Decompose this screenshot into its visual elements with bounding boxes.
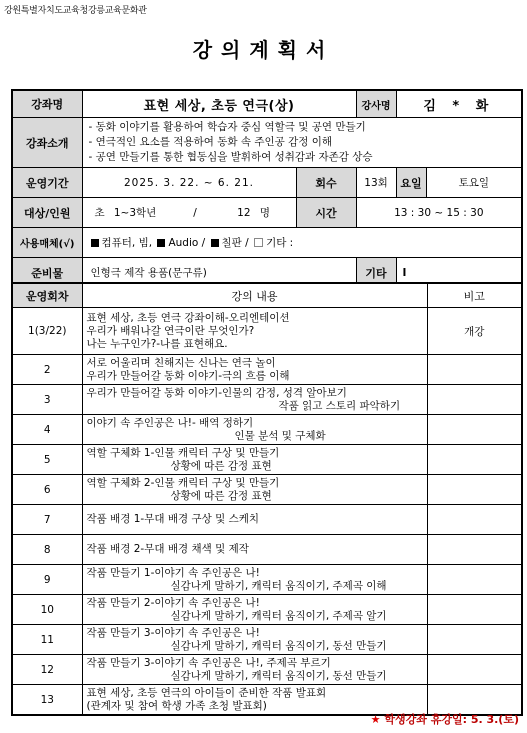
session-content-line: 실감나게 말하기, 캐릭터 움직이기, 주제곡 이해 (170, 579, 387, 592)
session-content (82, 445, 427, 475)
session-number: 11 (12, 625, 82, 655)
session-content (82, 475, 427, 505)
session-note (427, 475, 522, 505)
schedule-row (12, 655, 522, 685)
session-number: 10 (12, 595, 82, 625)
organization-name: 강원특별자치도교육청강릉교육문화관 (4, 6, 147, 16)
schedule-header-note: 비고 (427, 283, 522, 308)
session-number: 13 (12, 685, 82, 716)
teacher-value: 김 * 화 (396, 90, 522, 118)
media-options: 컴퓨터, 빔, Audio / 칠판 / 기타 : (82, 228, 522, 258)
session-number: 4 (12, 415, 82, 445)
star-icon: ★ (370, 713, 381, 726)
schedule-row (12, 385, 522, 415)
media-computer: 컴퓨터, 빔 (101, 237, 149, 249)
session-content-line: (관계자 및 참여 학생 가족 초청 발표회) (86, 699, 267, 712)
schedule-row (12, 595, 522, 625)
time-value: 13 : 30 ~ 15 : 30 (356, 198, 522, 228)
day-label: 요일 (396, 168, 426, 198)
schedule-row (12, 535, 522, 565)
session-content-line: 작품 만들기 3-이야기 속 주인공은 나! (86, 626, 260, 639)
session-number: 9 (12, 565, 82, 595)
schedule-row (12, 475, 522, 505)
schedule-row (12, 445, 522, 475)
course-name-label: 강좌명 (12, 90, 82, 118)
target-grade: 1~3학년 (113, 207, 157, 219)
session-content-line: 작품 배경 2-무대 배경 채색 및 제작 (86, 543, 249, 555)
course-info-table (11, 89, 523, 289)
media-sep: / (201, 237, 206, 249)
media-other: 기타 : (266, 237, 294, 249)
schedule-header-content: 강의 내용 (82, 283, 427, 308)
intro-line: - 연극적인 요소를 적용하여 동화 속 주인공 감정 이해 (88, 136, 332, 148)
course-name-value: 표현 세상, 초등 연극(상) (82, 90, 356, 118)
session-content-line: 서로 어울리며 친해지는 신나는 연극 놀이 (86, 356, 276, 369)
course-intro-value (82, 118, 522, 168)
session-note (427, 505, 522, 535)
session-number: 12 (12, 655, 82, 685)
session-content-line: 작품 읽고 스토리 파악하기 (278, 399, 401, 412)
checkbox-empty-icon[interactable] (254, 238, 263, 247)
course-intro-label: 강좌소개 (12, 118, 82, 168)
schedule-row (12, 505, 522, 535)
checkbox-checked-icon[interactable] (211, 239, 219, 247)
sessions-unit: 회 (377, 177, 388, 189)
session-content (82, 505, 427, 535)
time-label: 시간 (296, 198, 356, 228)
session-content (82, 355, 427, 385)
session-content-line: 상황에 따른 감정 표현 (170, 459, 272, 472)
day-name: 토 (458, 177, 469, 189)
footnote (371, 711, 519, 727)
session-content (82, 535, 427, 565)
media-label-text: 사용매체(√) (20, 239, 75, 250)
checkbox-checked-icon[interactable] (157, 239, 165, 247)
session-content-line: 실감나게 말하기, 캐릭터 움직이기, 주제곡 알기 (170, 609, 387, 622)
session-content-line: 표현 세상, 초등 연극의 아이들이 준비한 작품 발표회 (86, 686, 327, 699)
session-note (427, 565, 522, 595)
schedule-row (12, 565, 522, 595)
etc-value: I (396, 258, 522, 289)
time-start-hour: 13 (394, 206, 408, 219)
media-board: 칠판 (221, 237, 242, 249)
session-content-line: 실감나게 말하기, 캐릭터 움직이기, 동선 만들기 (170, 639, 387, 652)
period-label: 운영기간 (12, 168, 82, 198)
session-content (82, 385, 427, 415)
target-sep: / (193, 207, 197, 219)
prep-value: 인형극 제작 용품(문구류) (82, 258, 356, 289)
time-tilde: ~ (434, 206, 444, 219)
sessions-count: 13 (364, 177, 378, 189)
time-start-min: 30 (417, 206, 432, 219)
capacity-value: 12 (237, 207, 251, 219)
session-note (427, 385, 522, 415)
session-number: 3 (12, 385, 82, 415)
session-number: 8 (12, 535, 82, 565)
teacher-label: 강사명 (356, 90, 396, 118)
schedule-row (12, 625, 522, 655)
session-content-line: 작품 만들기 1-이야기 속 주인공은 나! (86, 566, 260, 579)
time-end-hour: 15 (446, 206, 460, 219)
session-content (82, 595, 427, 625)
intro-line: - 동화 이야기를 활용하여 학습자 중심 역할극 및 공연 만들기 (88, 121, 366, 133)
session-note (427, 655, 522, 685)
session-content-line: 상황에 따른 감정 표현 (170, 489, 272, 502)
session-content-line: 역할 구체화 2-인물 캐릭터 구상 및 만들기 (86, 476, 280, 489)
session-content (82, 655, 427, 685)
target-label: 대상/인원 (12, 198, 82, 228)
session-note (427, 625, 522, 655)
session-content-line: 실감나게 말하기, 캐릭터 움직이기, 동선 만들기 (170, 669, 387, 682)
session-content-line: 이야기 속 주인공은 나!- 배역 정하기 (86, 416, 254, 429)
session-content-line: 우리가 만들어갈 동화 이야기-인물의 감정, 성격 알아보기 (86, 386, 347, 399)
period-value: 2025. 3. 22. ~ 6. 21. (82, 168, 296, 198)
prep-label: 준비물 (12, 258, 82, 289)
session-note (427, 535, 522, 565)
checkbox-checked-icon[interactable] (91, 239, 99, 247)
session-number: 5 (12, 445, 82, 475)
session-number: 1(3/22) (12, 308, 82, 355)
media-label (12, 228, 82, 258)
schedule-row (12, 415, 522, 445)
day-unit: 요일 (468, 177, 490, 189)
time-end-min: 30 (470, 206, 484, 219)
session-content-line: 우리가 배워나갈 연극이란 무엇인가? (86, 324, 255, 337)
media-audio: Audio (168, 237, 199, 249)
session-content-line: 인물 분석 및 구체화 (234, 429, 326, 442)
sessions-label: 회수 (296, 168, 356, 198)
session-content (82, 415, 427, 445)
target-value (82, 198, 296, 228)
session-content (82, 625, 427, 655)
session-content-line: 역할 구체화 1-인물 캐릭터 구상 및 만들기 (86, 446, 280, 459)
session-content-line: 작품 배경 1-무대 배경 구상 및 스케치 (86, 513, 259, 525)
session-content (82, 565, 427, 595)
session-content-line: 나는 누구인가?-나를 표현해요. (86, 337, 228, 350)
target-prefix: 초 (94, 207, 105, 219)
session-number: 2 (12, 355, 82, 385)
session-note (427, 415, 522, 445)
schedule-row (12, 308, 522, 355)
session-content (82, 308, 427, 355)
session-note: 개강 (427, 308, 522, 355)
schedule-row (12, 355, 522, 385)
etc-label: 기타 (356, 258, 396, 289)
document-title: 강의계획서 (192, 38, 335, 62)
session-content-line: 작품 만들기 2-이야기 속 주인공은 나! (86, 596, 260, 609)
session-note (427, 355, 522, 385)
day-value (426, 168, 522, 198)
session-note (427, 595, 522, 625)
session-number: 6 (12, 475, 82, 505)
media-sep: / (245, 237, 249, 249)
capacity-unit: 명 (259, 207, 271, 219)
session-content-line: 표현 세상, 초등 연극 강좌이해-오리엔테이션 (86, 311, 290, 324)
schedule-header-session: 운영회차 (12, 283, 82, 308)
sessions-value (356, 168, 396, 198)
intro-line: - 공연 만들기를 통한 협동심을 발휘하여 성취감과 자존감 상승 (88, 151, 373, 163)
session-content-line: 우리가 만들어갈 동화 이야기-극의 흐름 이해 (86, 369, 290, 382)
session-note (427, 445, 522, 475)
schedule-table (11, 282, 523, 716)
session-content-line: 작품 만들기 3-이야기 속 주인공은 나!, 주제곡 부르기 (86, 656, 331, 669)
footnote-text: 학생강좌 휴강일: 5. 3.(토) (384, 713, 519, 726)
session-number: 7 (12, 505, 82, 535)
